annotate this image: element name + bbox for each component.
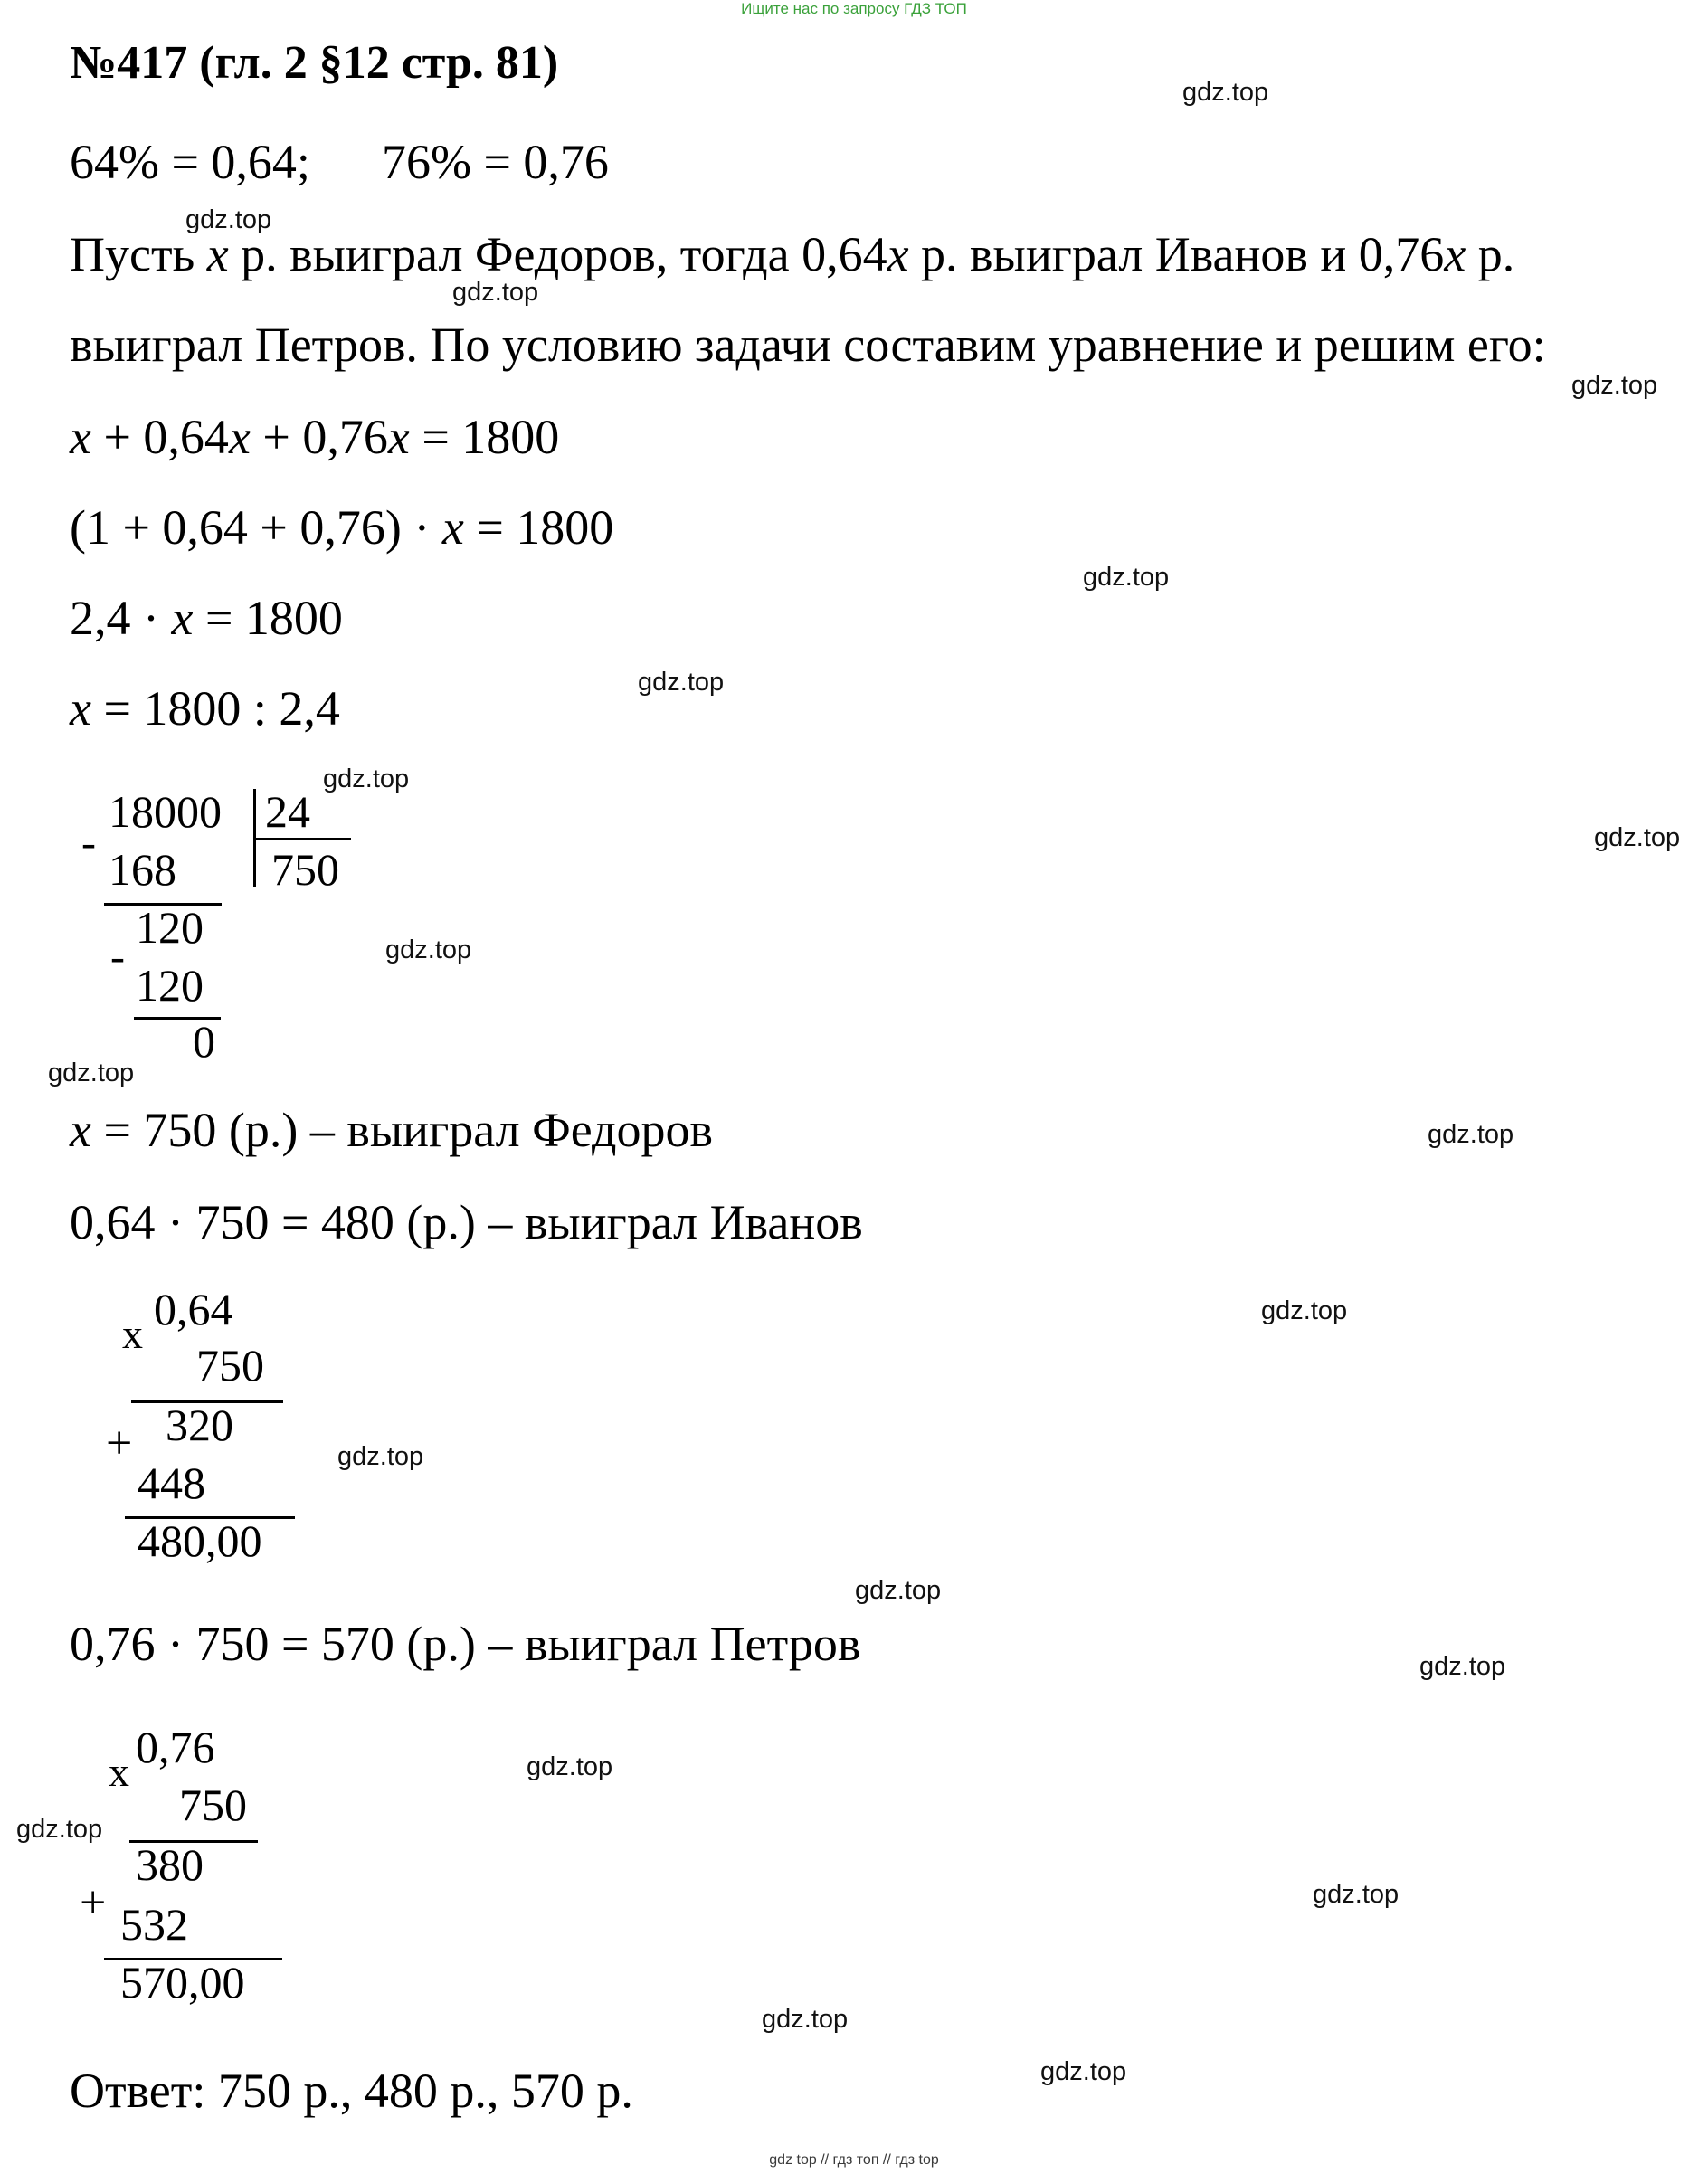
- mult2-factor-a: 0,76: [136, 1722, 215, 1772]
- result-3: 0,76 · 750 = 570 (р.) – выиграл Петров: [70, 1617, 861, 1671]
- watermark: gdz.top: [1261, 1296, 1348, 1325]
- result-1: [70, 1102, 713, 1158]
- exercise-title: №417 (гл. 2 §12 стр. 81): [70, 37, 559, 89]
- var-x: x: [70, 681, 91, 736]
- var-x: x: [70, 410, 91, 464]
- var-x: x: [441, 500, 464, 555]
- paragraph-line-2: выиграл Петров. По условию задачи составим уравнение и решим его:: [70, 318, 1546, 372]
- eq3-b: = 1800: [193, 591, 343, 645]
- watermark: gdz.top: [1428, 1120, 1514, 1149]
- p1-text-d: р.: [1466, 227, 1515, 281]
- eq1-c: = 1800: [409, 410, 560, 464]
- watermark: gdz.top: [1419, 1652, 1506, 1681]
- eq3-a: 2,4 ·: [70, 591, 172, 645]
- watermark: gdz.top: [1083, 563, 1170, 592]
- var-x: x: [1444, 227, 1466, 281]
- division-result: 0: [193, 1016, 215, 1067]
- division-bar-horizontal: [253, 838, 351, 840]
- mult1-partial-2: 448: [138, 1457, 205, 1508]
- watermark: gdz.top: [452, 278, 539, 307]
- answer-line: Ответ: 750 р., 480 р., 570 р.: [70, 2064, 633, 2118]
- watermark: gdz.top: [1040, 2057, 1127, 2086]
- p1-text-b: р. выиграл Федоров, тогда 0,64: [228, 227, 887, 281]
- equation-1: [70, 409, 559, 465]
- watermark: gdz.top: [185, 205, 272, 234]
- watermark: gdz.top: [48, 1059, 135, 1087]
- equation-4: [70, 680, 340, 736]
- watermark: gdz.top: [638, 668, 725, 697]
- mult1-factor-a: 0,64: [154, 1284, 233, 1334]
- watermark: gdz.top: [323, 764, 410, 793]
- var-x: x: [387, 410, 410, 464]
- p1-text-c: р. выиграл Иванов и 0,76: [908, 227, 1445, 281]
- percent-b: 76% = 0,76: [382, 135, 609, 189]
- percent-a: 64% = 0,64;: [70, 135, 310, 189]
- division-subtrahend-2: 120: [136, 960, 204, 1011]
- var-x: x: [206, 227, 229, 281]
- top-banner: Ищите нас по запросу ГДЗ ТОП: [741, 0, 967, 17]
- var-x: x: [228, 410, 251, 464]
- division-minus-2: -: [110, 933, 125, 981]
- eq4-a: = 1800 : 2,4: [90, 681, 340, 736]
- division-quotient: 750: [271, 844, 339, 895]
- division-remainder-1: 120: [136, 902, 204, 953]
- paragraph-line-1: [70, 226, 1514, 282]
- watermark: gdz.top: [855, 1576, 942, 1605]
- watermark: gdz.top: [527, 1752, 613, 1781]
- mult2-result: 570,00: [120, 1957, 245, 2008]
- equation-2: [70, 499, 613, 555]
- mult1-partial-1: 320: [166, 1400, 233, 1450]
- division-subtrahend-1: 168: [109, 844, 176, 895]
- mult2-partial-2: 532: [120, 1899, 188, 1950]
- result-1-text: = 750 (р.) – выиграл Федоров: [90, 1103, 713, 1157]
- mult2-sign: x: [109, 1749, 129, 1795]
- watermark: gdz.top: [337, 1442, 424, 1471]
- mult2-factor-b: 750: [179, 1780, 247, 1830]
- watermark: gdz.top: [1313, 1880, 1400, 1909]
- eq2-a: (1 + 0,64 + 0,76) ·: [70, 500, 442, 555]
- mult1-factor-b: 750: [196, 1340, 264, 1391]
- mult2-plus: +: [80, 1877, 107, 1929]
- var-x: x: [171, 591, 194, 645]
- watermark: gdz.top: [16, 1815, 103, 1844]
- mult1-result: 480,00: [138, 1515, 262, 1566]
- eq1-b: + 0,76: [250, 410, 388, 464]
- watermark: gdz.top: [385, 935, 472, 964]
- equation-3: [70, 590, 343, 646]
- mult1-plus: +: [106, 1418, 133, 1469]
- division-minus-1: -: [81, 819, 96, 867]
- eq2-b: = 1800: [463, 500, 614, 555]
- mult2-partial-1: 380: [136, 1839, 204, 1890]
- var-x: x: [887, 227, 909, 281]
- eq1-a: + 0,64: [90, 410, 229, 464]
- footer-watermark: gdz top // гдз топ // гдз top: [769, 2152, 939, 2168]
- division-dividend: 18000: [109, 786, 222, 837]
- watermark: gdz.top: [1594, 823, 1681, 852]
- watermark: gdz.top: [762, 2005, 849, 2034]
- watermark: gdz.top: [1182, 78, 1269, 107]
- division-divisor: 24: [265, 786, 310, 837]
- mult1-sign: x: [122, 1311, 143, 1357]
- watermark: gdz.top: [1571, 371, 1658, 400]
- p1-text-a: Пусть: [70, 227, 207, 281]
- var-x: x: [70, 1103, 91, 1157]
- result-2: 0,64 · 750 = 480 (р.) – выиграл Иванов: [70, 1195, 863, 1249]
